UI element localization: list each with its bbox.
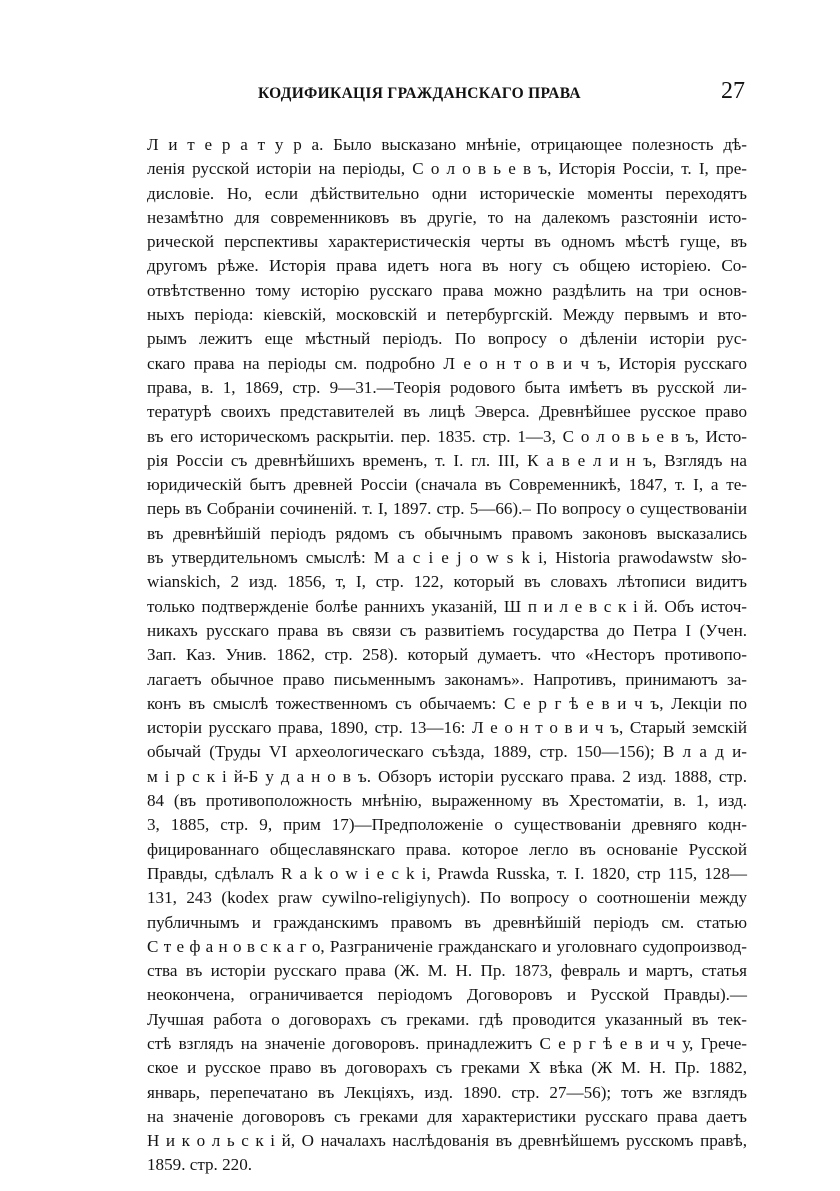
text-line: ства въ исторіи русскаго права (Ж. М. Н. Пр. 1873, февраль и мартъ, статья bbox=[147, 961, 747, 981]
body-paragraph bbox=[147, 133, 747, 1178]
text-line: январь, перепечатано въ Лекціяхъ, изд. 1890. стр. 27—56); тотъ же взглядъ bbox=[147, 1082, 747, 1102]
text-line: Зап. Каз. Унив. 1862, стр. 258). который думаетъ. что «Несторъ противопо- bbox=[147, 645, 747, 665]
text-line: въ древнѣйшій періодъ рядомъ съ обычнымъ правомъ законовъ высказались bbox=[147, 523, 747, 543]
page-number: 27 bbox=[721, 78, 745, 104]
text-line: права, в. 1, 1869, стр. 9—31.—Теорія родового быта имѣетъ въ русской ли- bbox=[147, 377, 747, 397]
text-line: м і р с к і й-Б у д а н о в ъ. Обзоръ исторіи русскаго права. 2 изд. 1888, стр. bbox=[147, 766, 747, 786]
text-line: конъ въ смыслѣ тожественномъ съ обычаемъ: С е р г ѣ е в и ч ъ, Лекціи по bbox=[147, 693, 747, 713]
text-line: фицированнаго общеславянскаго права. которое легло въ основаніе Русской bbox=[147, 839, 747, 859]
text-line: Лучшая работа о договорахъ съ греками. гдѣ проводится указанный въ тек- bbox=[147, 1009, 747, 1029]
text-line: wianskich, 2 изд. 1856, т, I, стр. 122, который въ словахъ лѣтописи видитъ bbox=[147, 572, 747, 592]
text-line: другомъ рѣже. Исторія права идетъ нога въ ногу съ общею исторіею. Со- bbox=[147, 256, 747, 276]
text-line: 84 (въ противоположность мнѣнію, выраженному въ Хрестоматіи, в. 1, изд. bbox=[147, 791, 747, 811]
text-line: исторіи русскаго права, 1890, стр. 13—16: Л е о н т о в и ч ъ, Старый земскій bbox=[147, 718, 747, 738]
text-line: въ утвердительномъ смыслѣ: M a c i e j o w s k i, Historia prawodawstw sło- bbox=[147, 548, 747, 568]
text-line: неокончена, ограничивается періодомъ Договоровъ и Русской Правды).— bbox=[147, 985, 747, 1005]
text-line: скаго права на періоды см. подробно Л е о н т о в и ч ъ, Исторія русскаго bbox=[147, 353, 747, 373]
text-line: обычай (Труды VI археологическаго съѣзда, 1889, стр. 150—156); В л а д и- bbox=[147, 742, 747, 762]
text-line: стѣ взглядъ на значеніе договоровъ. принадлежитъ С е р г ѣ е в и ч у, Грече- bbox=[147, 1033, 747, 1053]
text-line: ныхъ періода: кіевскій, московскій и петербургскій. Между первымъ и вто- bbox=[147, 305, 747, 325]
text-line: публичнымъ и гражданскимъ правомъ въ древнѣйшій періодъ см. статью bbox=[147, 912, 747, 932]
text-line: въ его историческомъ раскрытіи. пер. 1835. стр. 1—3, С о л о в ь е в ъ, Исто- bbox=[147, 426, 747, 446]
text-line: перь въ Собраніи сочиненій. т. I, 1897. стр. 5—66).– По вопросу о существованіи bbox=[147, 499, 747, 519]
text-line: ское и русское право въ договорахъ съ греками X вѣка (Ж М. Н. Пр. 1882, bbox=[147, 1058, 747, 1078]
text-line: ленія русской исторіи на періоды, С о л о в ь е в ъ, Исторія Россіи, т. I, пре- bbox=[147, 159, 747, 179]
text-line: Правды, сдѣлалъ R a k o w i e c k i, Prawda Russka, т. I. 1820, стр 115, 128— bbox=[147, 863, 747, 883]
text-line: тературѣ своихъ представителей въ лицѣ Эверса. Древнѣйшее русское право bbox=[147, 402, 747, 422]
text-line: рія Россіи съ древнѣйшихъ временъ, т. I. гл. III, К а в е л и н ъ, Взглядъ на bbox=[147, 450, 747, 470]
text-line: рической перспективы характеристическія черты въ одномъ мѣстѣ гуще, въ bbox=[147, 232, 747, 252]
text-line: никахъ русскаго права въ связи съ развитіемъ государства до Петра I (Учен. bbox=[147, 620, 747, 640]
text-line: Л и т е р а т у р а. Было высказано мнѣніе, отрицающее полезность дѣ- bbox=[147, 135, 747, 154]
text-line: 3, 1885, стр. 9, прим 17)—Предположеніе о существованіи древняго кодн- bbox=[147, 815, 747, 835]
page-header bbox=[150, 78, 745, 112]
text-line: лагаетъ обычное право письменнымъ законамъ». Напротивъ, принимаютъ за- bbox=[147, 669, 747, 689]
running-title: КОДИФИКАЦІЯ ГРАЖДАНСКАГО ПРАВА bbox=[258, 85, 581, 102]
text-line: незамѣтно для современниковъ въ другіе, то на далекомъ разстояніи исто- bbox=[147, 207, 747, 227]
text-line: отвѣтственно тому исторію русскаго права можно раздѣлить на три основ- bbox=[147, 280, 747, 300]
text-line: 1859. стр. 220. bbox=[147, 1155, 253, 1175]
text-line: Н и к о л ь с к і й, О началахъ наслѣдованія въ древнѣйшемъ русскомъ правѣ, bbox=[147, 1131, 747, 1151]
text-line: рымъ лежитъ еще мѣстный періодъ. По вопросу о дѣленіи исторіи рус- bbox=[147, 329, 747, 349]
text-line: 131, 243 (kodex praw cywilno-religiynych). По вопросу о соотношеніи между bbox=[147, 888, 747, 908]
text-line: на значеніе договоровъ съ греками для характеристики русскаго права даетъ bbox=[147, 1106, 747, 1126]
text-line: юридическій бытъ древней Россіи (сначала въ Современникѣ, 1847, т. I, а те- bbox=[147, 475, 747, 495]
text-line: только подтвержденіе болѣе раннихъ указаній, Ш п и л е в с к і й. Объ источ- bbox=[147, 596, 747, 616]
text-line: дисловіе. Но, если дѣйствительно одни историческіе моменты переходятъ bbox=[147, 183, 747, 203]
text-line: С т е ф а н о в с к а г о, Разграниченіе гражданскаго и уголовнаго судопроизвод- bbox=[147, 936, 747, 956]
